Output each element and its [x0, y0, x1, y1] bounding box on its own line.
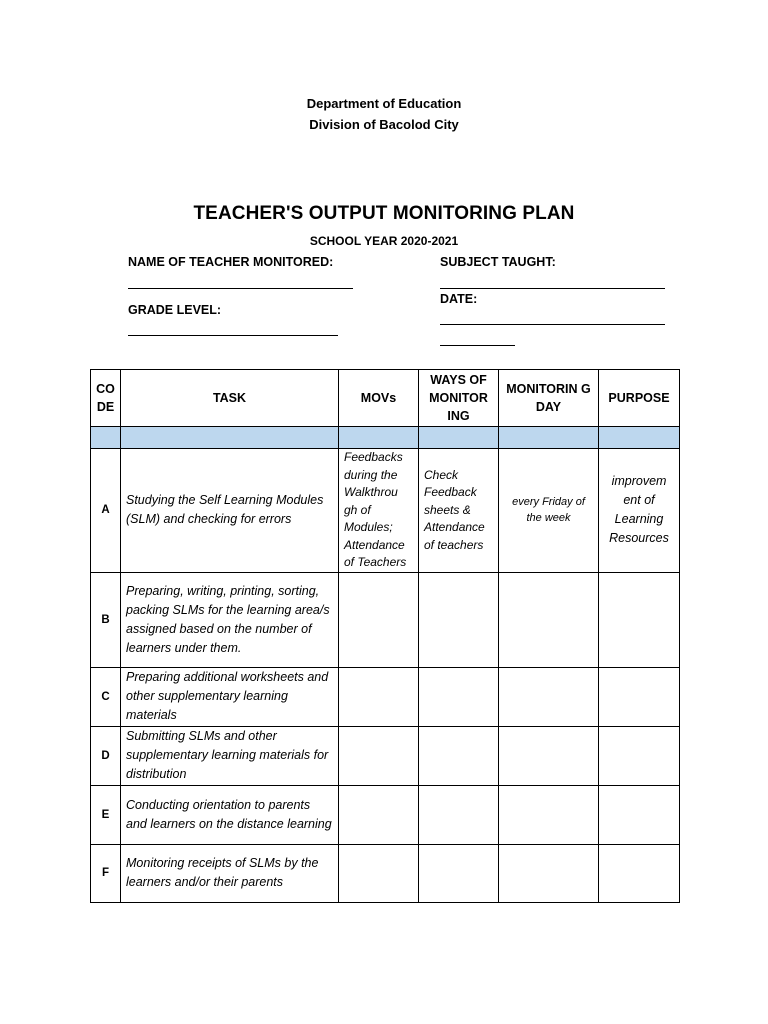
row-movs[interactable]	[339, 667, 419, 726]
row-movs[interactable]	[339, 726, 419, 785]
teacher-name-field[interactable]	[128, 288, 353, 289]
row-purpose: improvem ent of Learning Resources	[599, 449, 680, 573]
row-day[interactable]	[499, 572, 599, 667]
highlight-cell	[599, 427, 680, 449]
division-name: Division of Bacolod City	[309, 117, 459, 132]
highlight-cell	[419, 427, 499, 449]
header-monitoring-day: MONITORIN G DAY	[499, 370, 599, 427]
row-day[interactable]	[499, 785, 599, 844]
row-ways[interactable]	[419, 726, 499, 785]
row-task: Submitting SLMs and other supplementary learning materials for distribution	[121, 726, 339, 785]
row-code: C	[91, 667, 121, 726]
row-ways[interactable]	[419, 572, 499, 667]
row-code: E	[91, 785, 121, 844]
row-day[interactable]	[499, 726, 599, 785]
highlight-cell	[339, 427, 419, 449]
date-label: DATE:	[440, 292, 478, 306]
table-row	[91, 726, 680, 785]
row-day[interactable]	[499, 844, 599, 902]
highlight-cell	[91, 427, 121, 449]
table-row	[91, 785, 680, 844]
table-row	[91, 844, 680, 902]
subject-label: SUBJECT TAUGHT:	[440, 255, 556, 269]
row-purpose[interactable]	[599, 844, 680, 902]
header-movs: MOVs	[339, 370, 419, 427]
subject-field[interactable]	[440, 288, 665, 289]
row-task: Studying the Self Learning Modules (SLM) and checking for errors	[121, 449, 339, 573]
row-code: B	[91, 572, 121, 667]
monitoring-plan-table	[90, 369, 680, 903]
row-task: Preparing, writing, printing, sorting, packing SLMs for the learning area/s assigned based on the number of learners under them.	[121, 572, 339, 667]
row-code: F	[91, 844, 121, 902]
header-purpose: PURPOSE	[599, 370, 680, 427]
row-movs: Feedbacks during the Walkthrou gh of Modules; Attendance of Teachers	[339, 449, 419, 573]
grade-level-label: GRADE LEVEL:	[128, 303, 222, 317]
row-ways[interactable]	[419, 785, 499, 844]
highlight-row	[91, 427, 680, 449]
department-name: Department of Education	[306, 96, 462, 111]
row-code: A	[91, 449, 121, 573]
row-ways[interactable]	[419, 667, 499, 726]
table-row	[91, 449, 680, 573]
row-movs[interactable]	[339, 844, 419, 902]
row-movs[interactable]	[339, 785, 419, 844]
header-task: TASK	[121, 370, 339, 427]
teacher-name-label: NAME OF TEACHER MONITORED:	[128, 255, 334, 269]
row-task: Monitoring receipts of SLMs by the learners and/or their parents	[121, 844, 339, 902]
row-purpose[interactable]	[599, 785, 680, 844]
header-code: CO DE	[91, 370, 121, 427]
table-header-row	[91, 370, 680, 427]
highlight-cell	[499, 427, 599, 449]
date-field[interactable]	[440, 324, 665, 325]
school-year: SCHOOL YEAR 2020-2021	[309, 234, 459, 248]
row-purpose[interactable]	[599, 572, 680, 667]
document-title: TEACHER'S OUTPUT MONITORING PLAN	[193, 203, 575, 224]
row-day[interactable]	[499, 667, 599, 726]
grade-level-field[interactable]	[128, 335, 338, 336]
row-task: Conducting orientation to parents and learners on the distance learning	[121, 785, 339, 844]
date-field-extension[interactable]	[440, 345, 515, 346]
table-row	[91, 572, 680, 667]
row-ways[interactable]	[419, 844, 499, 902]
row-day: every Friday of the week	[499, 449, 599, 573]
row-code: D	[91, 726, 121, 785]
row-movs[interactable]	[339, 572, 419, 667]
table-row	[91, 667, 680, 726]
row-ways: Check Feedback sheets & Attendance of teachers	[419, 449, 499, 573]
row-task: Preparing additional worksheets and other supplementary learning materials	[121, 667, 339, 726]
header-ways-of-monitoring: WAYS OF MONITOR ING	[419, 370, 499, 427]
row-purpose[interactable]	[599, 726, 680, 785]
row-purpose[interactable]	[599, 667, 680, 726]
highlight-cell	[121, 427, 339, 449]
